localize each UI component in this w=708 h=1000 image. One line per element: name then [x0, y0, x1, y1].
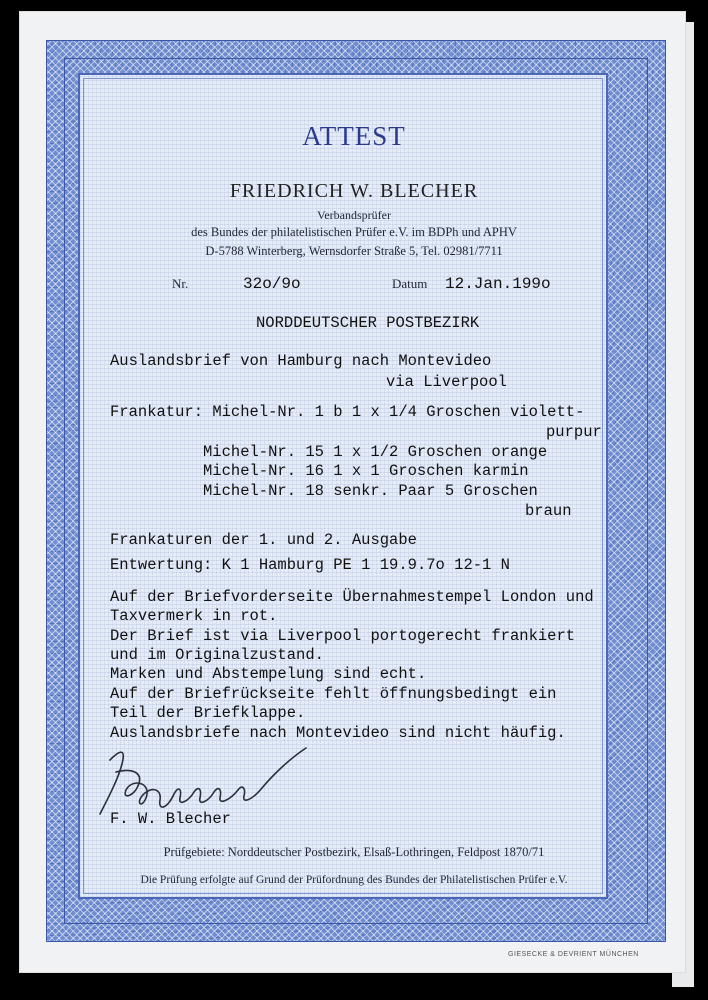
remark-line: Taxvermerk in rot.: [110, 607, 278, 625]
certificate-title: ATTEST: [302, 121, 406, 151]
examiner-association: des Bundes der philatelistischen Prüfer e.V. im BDPh und APHV: [191, 225, 517, 239]
remark-line: Der Brief ist via Liverpool portogerecht frankiert: [110, 627, 576, 645]
signature-name: F. W. Blecher: [110, 810, 231, 828]
examiner-address: D-5788 Winterberg, Wernsdorfer Straße 5, Tel. 02981/7711: [205, 244, 503, 258]
frankatur-line: Michel-Nr. 18 senkr. Paar 5 Groschen: [203, 482, 538, 500]
frankatur-line: purpur: [546, 423, 602, 441]
printer-imprint: GIESECKE & DEVRIENT MÜNCHEN: [508, 951, 639, 958]
remark-line: Auf der Briefrückseite fehlt öffnungsbedingt ein: [110, 685, 557, 703]
examiner-role: Verbandsprüfer: [317, 208, 391, 222]
frankatur-line: Frankatur: Michel-Nr. 1 b 1 x 1/4 Groschen violett-: [110, 403, 585, 421]
certificate-number: 32o/9o: [243, 275, 301, 293]
examination-areas: Prüfgebiete: Norddeutscher Postbezirk, Elsaß-Lothringen, Feldpost 1870/71: [163, 845, 545, 859]
cancellation-line: Entwertung: K 1 Hamburg PE 1 19.9.7o 12-1 N: [110, 556, 510, 574]
remark-line: Auslandsbriefe nach Montevideo sind nicht häufig.: [110, 724, 566, 742]
frankatur-line: braun: [525, 502, 572, 520]
frankatur-line: Michel-Nr. 15 1 x 1/2 Groschen orange: [203, 443, 548, 461]
date-label: Datum: [392, 276, 428, 291]
number-label: Nr.: [172, 276, 189, 291]
remark-line: und im Originalzustand.: [110, 646, 324, 664]
remark-line: Marken und Abstempelung sind echt.: [110, 665, 427, 683]
examiner-name: FRIEDRICH W. BLECHER: [229, 180, 479, 202]
postal-region: NORDDEUTSCHER POSTBEZIRK: [256, 314, 480, 332]
remark-line: Auf der Briefvorderseite Übernahmestempel London und: [110, 588, 594, 606]
issue-line: Frankaturen der 1. und 2. Ausgabe: [110, 531, 417, 549]
letter-route-line2: via Liverpool: [386, 373, 507, 391]
remark-line: Teil der Briefklappe.: [110, 704, 306, 722]
frankatur-line: Michel-Nr. 16 1 x 1 Groschen karmin: [203, 462, 529, 480]
examination-rules: Die Prüfung erfolgte auf Grund der Prüfordnung des Bundes der Philatelistischen Prüfer e.V.: [140, 874, 568, 886]
certificate-date: 12.Jan.199o: [445, 275, 551, 293]
letter-route-line1: Auslandsbrief von Hamburg nach Montevideo: [110, 352, 492, 370]
